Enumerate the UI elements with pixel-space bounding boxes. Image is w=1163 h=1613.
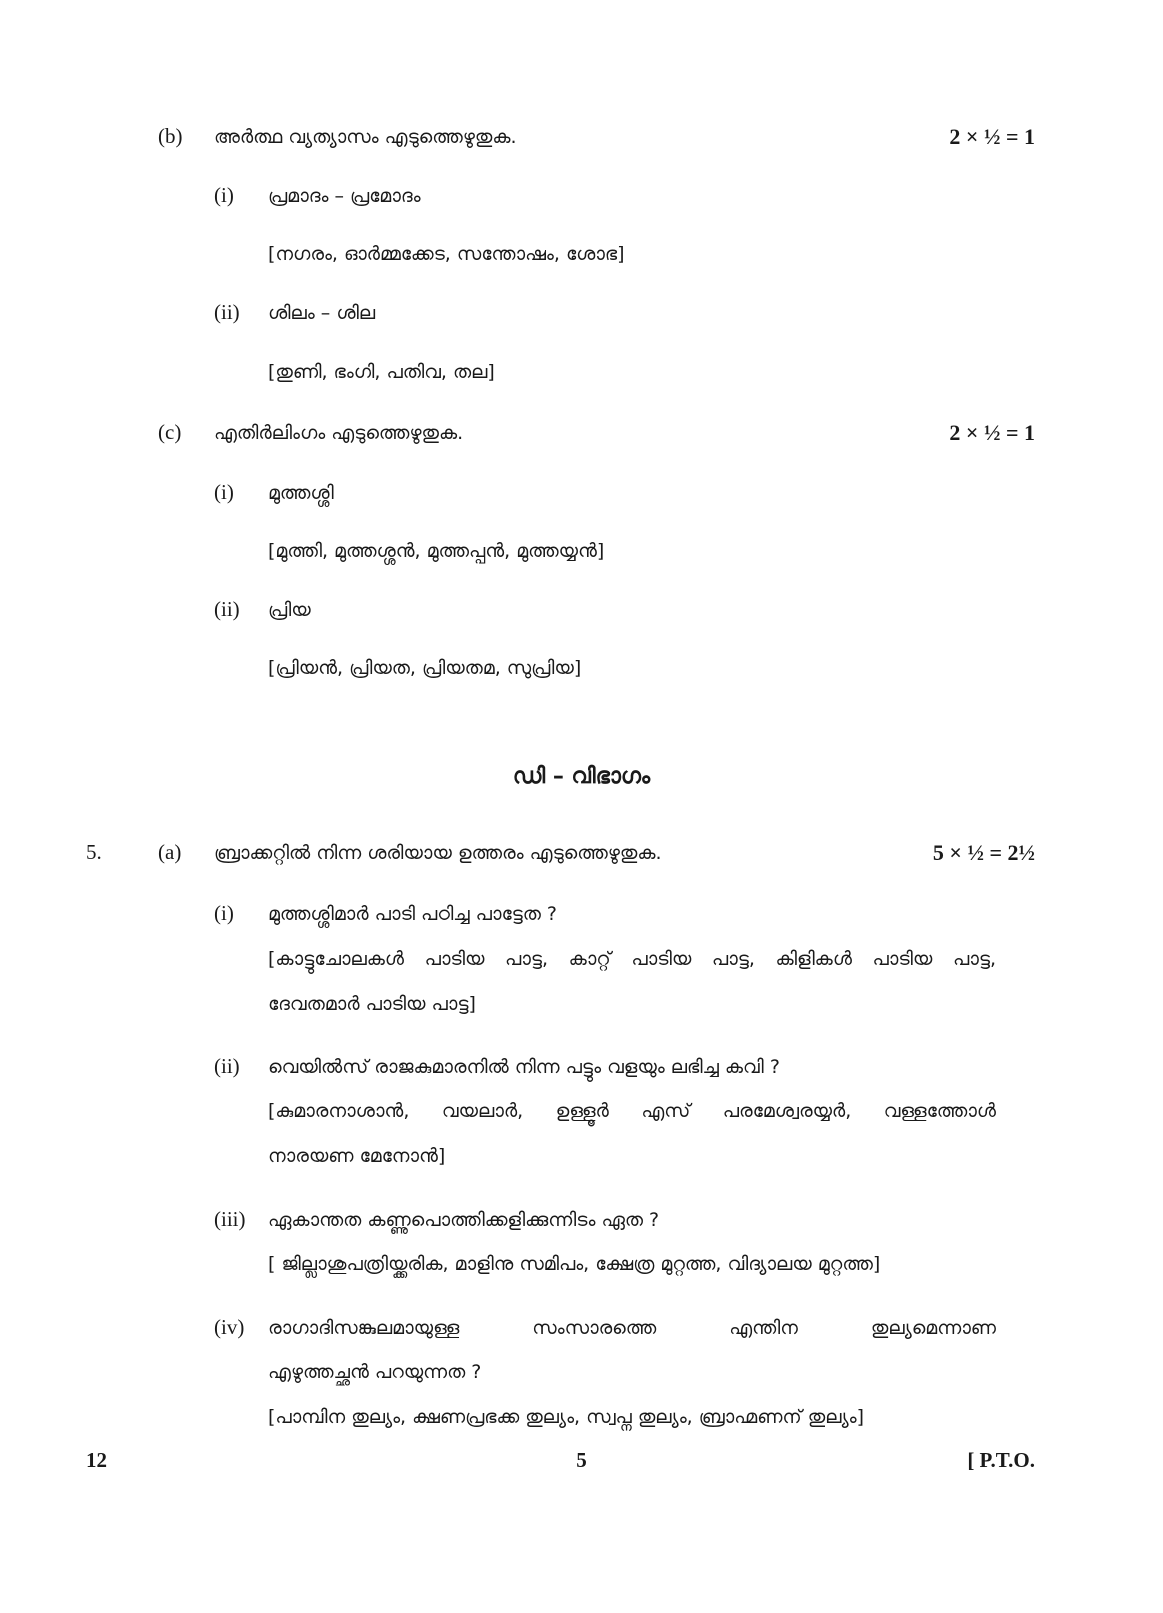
item-options-5a-i-line2: ദേവതമാർ പാടിയ പാട്ട] <box>268 993 476 1015</box>
footer-code: 12 <box>86 1448 107 1472</box>
question-label-c: (c) <box>158 420 182 444</box>
question-text-b: അർത്ഥ വ്യത്യാസം എടുത്തെഴുതുക. <box>214 126 517 148</box>
item-num-b-ii: (ii) <box>214 300 240 324</box>
item-options-5a-iii: [ ജില്ലാശുപത്രിയ്ക്കരിക, മാളിനു സമിപം, ക്ഷേത്ര മുറ്റത്ത, വിദ്യാലയ മുറ്റത്ത] <box>268 1253 881 1275</box>
item-options-b-ii: [തുണി, ഭംഗി, പതിവ, തല] <box>268 361 495 383</box>
pto-label: [ P.T.O. <box>967 1448 1035 1472</box>
item-text-5a-iv-line2: എഴുത്തച്ഛൻ പറയുന്നത ? <box>268 1361 482 1383</box>
item-options-5a-iv: [പാമ്പിന തുല്യം, ക്ഷണപ്രഭക്ക തുല്യം, സ്വപ്ന തുല്യം, ബ്രാഹ്മണന് തുല്യം] <box>268 1406 865 1428</box>
question-label-5a: (a) <box>158 840 182 864</box>
item-num-c-ii: (ii) <box>214 597 240 621</box>
item-text-5a-iv-line1: രാഗാദിസങ്കുലമായുള്ള സംസാരത്തെ എന്തിന തുല്യമെന്നാണ <box>268 1317 996 1339</box>
item-text-c-ii: പ്രിയ <box>268 599 311 621</box>
item-options-5a-ii-line2: നാരയണ മേനോൻ] <box>268 1145 446 1167</box>
page-number: 5 <box>576 1448 587 1472</box>
item-text-5a-i: മുത്തശ്ശിമാർ പാടി പഠിച്ച പാട്ടേത ? <box>268 903 558 925</box>
question-text-c: എതിർലിംഗം എടുത്തെഴുതുക. <box>214 422 464 444</box>
question-label-b: (b) <box>158 124 183 148</box>
question-text-5a: ബ്രാക്കറ്റിൽ നിന്ന ശരിയായ ഉത്തരം എടുത്തെഴുതുക. <box>214 842 662 864</box>
item-num-5a-iii: (iii) <box>214 1207 246 1231</box>
item-options-c-i: [മുത്തി, മുത്തശ്ശൻ, മുത്തപ്പൻ, മുത്തയ്യൻ] <box>268 540 605 562</box>
section-heading: ഡി – വിഭാഗം <box>512 764 651 789</box>
item-num-5a-iv: (iv) <box>214 1315 245 1339</box>
item-options-5a-ii-line1: [കുമാരനാശാൻ, വയലാർ, ഉള്ളൂർ എസ് പരമേശ്വരയ്യർ, വള്ളത്തോൾ <box>268 1100 996 1122</box>
item-num-b-i: (i) <box>214 183 234 207</box>
item-num-5a-i: (i) <box>214 901 234 925</box>
item-options-5a-i-line1: [കാട്ടുചോലകൾ പാടിയ പാട്ട, കാറ്റ് പാടിയ പാട്ട, കിളികൾ പാടിയ പാട്ട, <box>268 948 996 970</box>
item-text-5a-iii: ഏകാന്തത കണ്ണുപൊത്തിക്കളിക്കുന്നിടം ഏത ? <box>268 1209 660 1231</box>
item-num-5a-ii: (ii) <box>214 1054 240 1078</box>
item-text-b-ii: ശിലം – ശില <box>268 302 376 324</box>
item-options-b-i: [നഗരം, ഓർമ്മക്കേട, സന്തോഷം, ശോഭ] <box>268 243 625 265</box>
item-text-5a-ii: വെയിൽസ് രാജകുമാരനിൽ നിന്ന പട്ടും വളയും ലഭിച്ച കവി ? <box>268 1056 780 1078</box>
item-num-c-i: (i) <box>214 480 234 504</box>
marks-5a: 5 × ½ = 2½ <box>932 840 1035 865</box>
marks-b: 2 × ½ = 1 <box>949 124 1035 149</box>
marks-c: 2 × ½ = 1 <box>949 420 1035 445</box>
item-options-c-ii: [പ്രിയൻ, പ്രിയത, പ്രിയതമ, സുപ്രിയ] <box>268 657 582 679</box>
item-text-b-i: പ്രമാദം – പ്രമോദം <box>268 185 421 207</box>
question-number-5: 5. <box>86 840 102 864</box>
item-text-c-i: മുത്തശ്ശി <box>268 482 334 504</box>
